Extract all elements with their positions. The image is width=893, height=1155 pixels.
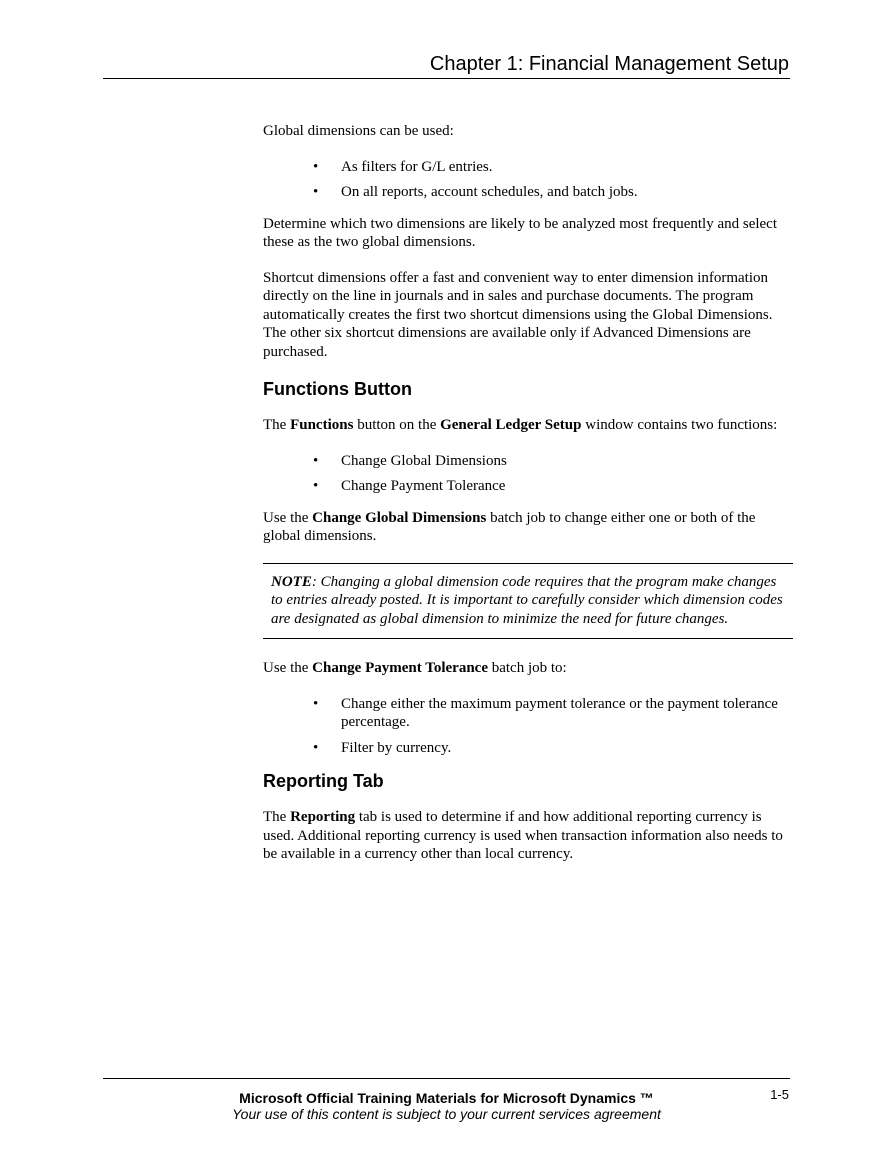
text-run: The — [263, 417, 291, 433]
text-run: batch job to: — [487, 660, 567, 676]
text-run: batch job to change either one or both of the global dimensions. — [263, 509, 756, 544]
page-content — [263, 122, 793, 881]
list-item-text: On all reports, account schedules, and batch jobs. — [341, 184, 638, 200]
footer-divider — [103, 1078, 790, 1079]
list-item — [263, 695, 793, 732]
global-uses-list — [263, 158, 793, 202]
text-run: tab is used to determine if and how additional reporting currency is used. Additional reporting currency is used when transaction information also needs to be available in a currency other than local currency. — [263, 809, 783, 862]
note-label: NOTE — [271, 573, 312, 590]
change-global-paragraph — [263, 509, 793, 546]
list-item — [263, 183, 793, 202]
list-item-text: Change Global Dimensions — [341, 452, 507, 469]
text-run: The — [263, 809, 291, 825]
bullet-icon: • — [313, 739, 319, 756]
shortcut-paragraph: Shortcut dimensions offer a fast and convenient way to enter dimension information directly on the line in journals and in sales and purchase documents. The program automatically creates the first two shortcut dimensions using the Global Dimensions. The other six shortcut dimensions are available only if Advanced Dimensions are purchased. — [263, 269, 773, 360]
list-item — [263, 452, 793, 471]
list-item-text: Change either the maximum payment tolerance or the payment tolerance percentage. — [341, 695, 778, 730]
header-divider — [103, 78, 790, 79]
bold-text: Change Payment Tolerance — [312, 660, 488, 676]
chapter-title: Chapter 1: Financial Management Setup — [429, 53, 789, 75]
bullet-icon: • — [313, 452, 319, 469]
reporting-heading: Reporting Tab — [263, 771, 384, 791]
list-item-text: Filter by currency. — [341, 739, 452, 756]
bold-text: Change Global Dimensions — [312, 509, 487, 526]
intro-paragraph: Global dimensions can be used: — [263, 123, 454, 139]
change-tolerance-paragraph — [263, 659, 793, 678]
text-run: Use the — [263, 509, 313, 526]
text-run: window contains two functions: — [581, 417, 778, 433]
bold-text: Reporting — [290, 809, 356, 825]
list-item — [263, 158, 793, 177]
functions-paragraph — [263, 416, 793, 435]
list-item-text: As filters for G/L entries. — [341, 158, 493, 175]
bold-text: General Ledger Setup — [440, 417, 582, 433]
page-number: 1-5 — [770, 1087, 789, 1102]
functions-heading: Functions Button — [263, 379, 412, 399]
list-item — [263, 477, 793, 496]
note-text: : Changing a global dimension code requires that the program make changes to entries already posted. It is important to carefully consider which dimension codes are designated as global dimension to minimize the need for future changes. — [271, 573, 783, 627]
note-box — [263, 563, 793, 640]
bullet-icon: • — [313, 695, 319, 712]
footer-title: Microsoft Official Training Materials for Microsoft Dynamics ™ — [239, 1090, 654, 1106]
determine-paragraph: Determine which two dimensions are likely to be analyzed most frequently and select these as the two global dimensions. — [263, 215, 778, 250]
list-item-text: Change Payment Tolerance — [341, 478, 506, 494]
functions-list — [263, 452, 793, 496]
footer-notice: Your use of this content is subject to your current services agreement — [232, 1106, 661, 1122]
bullet-icon: • — [313, 478, 319, 494]
list-item — [263, 739, 793, 758]
text-run: button on the — [353, 417, 441, 433]
bold-text: Functions — [290, 417, 354, 433]
text-run: Use the — [263, 660, 313, 676]
bullet-icon: • — [313, 184, 319, 200]
bullet-icon: • — [313, 158, 319, 175]
tolerance-list — [263, 695, 793, 758]
reporting-paragraph — [263, 808, 793, 864]
